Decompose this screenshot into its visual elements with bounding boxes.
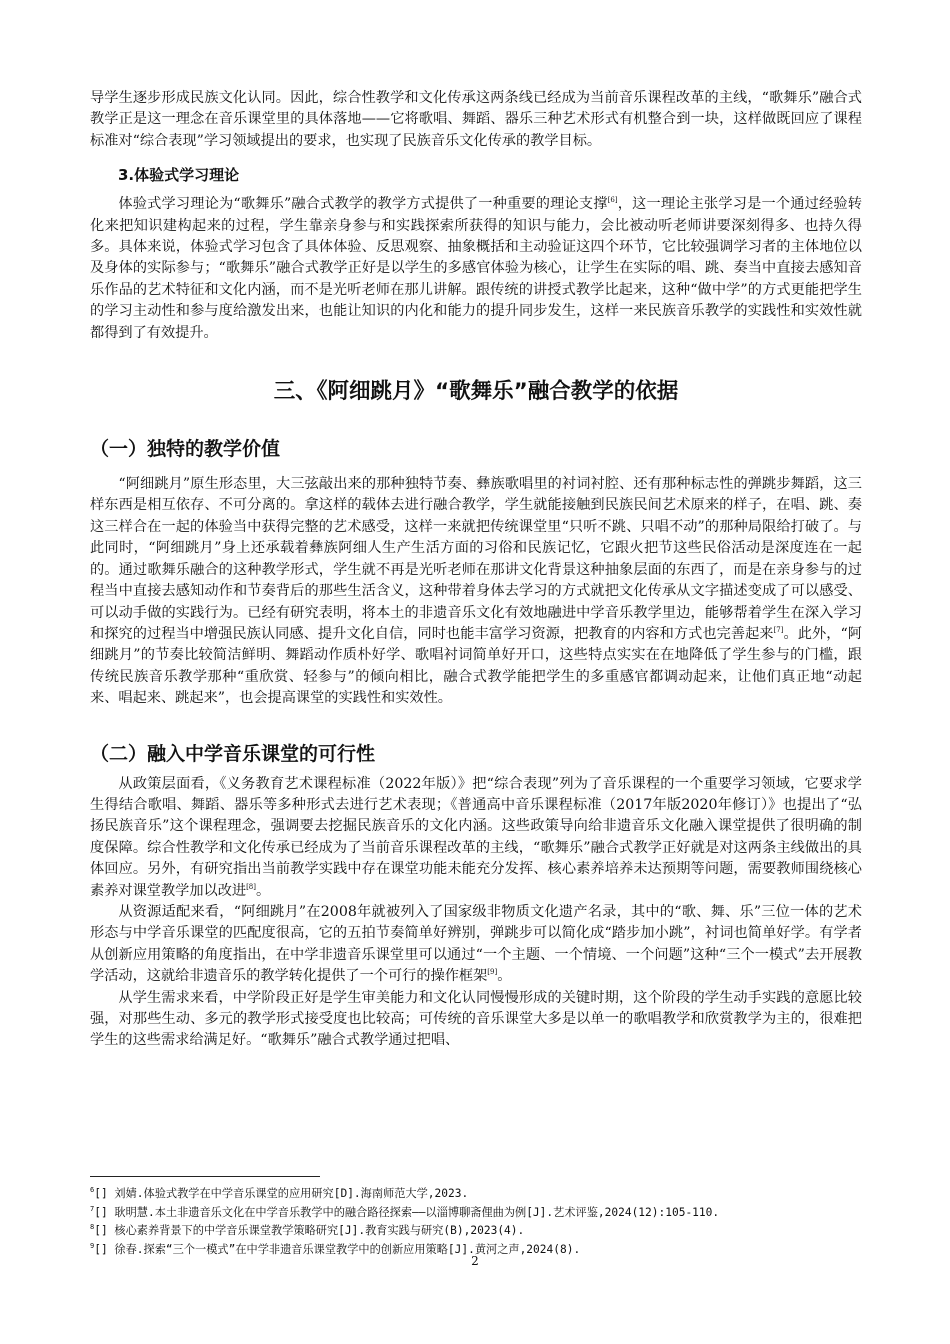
footnote-text: [] 刘婧.体验式教学在中学音乐课堂的应用研究[D].海南师范大学,2023. xyxy=(94,1187,469,1200)
section-heading-experiential: 3.体验式学习理论 xyxy=(118,166,240,185)
paragraph-text: “阿细跳月”原生形态里，大三弦敲出来的那种独特节奏、彝族歌唱里的衬词衬腔、还有那种标志性的弹跳步舞蹈，这三样东西是相互依存、不可分离的。拿这样的载体去进行融合教学，学生就能接触到民族民间艺术原来的样子，在唱、跳、奏这三样合在一起的体验当中获得完整的艺术感受，这样一来就把传统课堂里“只听不跳、只唱不动”的那种局限给打破了。与此同时，“阿细跳月”身上还承载着彝族阿细人生产生活方面的习俗和民族记忆，它跟火把节这些民俗活动是深度连在一起的。通过歌舞乐融合的这种教学形式，学生就不再是光听老师在那讲文化背景这种抽象层面的东西了，而是在亲身参与的过程当中直接去感知动作和节奏背后的那些生活含义，这种带着身体去学习的方式就把文化传承从文字描述变成了可以感受、可以动手做的实践行为。已经有研究表明，将本土的非遗音乐文化有效地融进中学音乐教学里边，能够帮着学生在深入学习和探究的过程当中增强民族认同感、提升文化自信，同时也能丰富学习资源，把教育的内容和方式也完善起来 xyxy=(90,476,862,642)
paragraph-text: 从资源适配来看，“阿细跳月”在2008年就被列入了国家级非物质文化遗产名录，其中的“歌、舞、乐”三位一体的艺术形态与中学音乐课堂的匹配度很高，它的五拍节奏简单好辨别，弹跳步可以简化成“踏步加小跳”，衬词也简单好学。有学者从创新应用策略的角度指出，在中学非遗音乐课堂里可以通过“一个主题、一个情境、一个问题”这种“三个一模式”去开展教学活动，这就给非遗音乐的教学转化提供了一个可行的操作框架 xyxy=(90,903,862,985)
footnote-item xyxy=(90,1204,862,1223)
intro-paragraph: 导学生逐步形成民族文化认同。因此，综合性教学和文化传承这两条线已经成为当前音乐课程改革的主线，“歌舞乐”融合式教学正是这一理念在音乐课堂里的具体落地——它将歌唱、舞蹈、器乐三种艺术形式有机整合到一块，这样做既回应了课程标准对“综合表现”学习领域提出的要求，也实现了民族音乐文化传承的教学目标。 xyxy=(90,90,862,149)
feasibility-paragraph-resources xyxy=(90,902,862,988)
footnote-item xyxy=(90,1185,862,1204)
value-paragraph xyxy=(90,474,862,709)
citation-ref[interactable]: [9] xyxy=(487,968,498,977)
footnote-number: 8 xyxy=(90,1223,95,1231)
citation-ref[interactable]: [6] xyxy=(607,196,618,205)
footnote-item xyxy=(90,1222,862,1241)
page-body xyxy=(90,88,862,1052)
page-number: 2 xyxy=(471,1254,479,1268)
experiential-paragraph xyxy=(90,194,862,344)
paragraph-text: 。 xyxy=(497,968,512,985)
chapter-heading: 三、《阿细跳月》“歌舞乐”融合教学的依据 xyxy=(273,379,679,405)
citation-ref[interactable]: [8] xyxy=(246,882,256,891)
section-heading-value: （一）独特的教学价值 xyxy=(90,438,281,461)
footnotes xyxy=(90,1176,862,1259)
paragraph-text: 。此外，“阿细跳月”的节奏比较简洁鲜明、舞蹈动作质朴好学、歌唱衬词简单好开口，这些特点实实在在地降低了学生参与的门槛，跟传统民族音乐教学那种“重欣赏、轻参与”的倾向相比，融合式教学能把学生的多重感官都调动起来，让他们真正地“动起来、唱起来、跳起来”，也会提高课堂的实践性和实效性。 xyxy=(90,625,862,707)
footnote-number: 6 xyxy=(90,1186,95,1194)
footnote-separator xyxy=(90,1176,320,1177)
footnote-text: [] 核心素养背景下的中学音乐课堂教学策略研究[J].教育实践与研究(B),2023(4). xyxy=(94,1224,525,1237)
paragraph-text: 。 xyxy=(256,882,271,899)
feasibility-paragraph-students: 从学生需求来看，中学阶段正好是学生审美能力和文化认同慢慢形成的关键时期，这个阶段的学生动手实践的意愿比较强，对那些生动、多元的教学形式接受度也比较高；可传统的音乐课堂大多是以单一的歌唱教学和欣赏教学为主的，很难把学生的这些需求给满足好。“歌舞乐”融合式教学通过把唱、 xyxy=(90,989,862,1049)
feasibility-paragraph-policy xyxy=(90,774,862,902)
paragraph-text: ，这一理论主张学习是一个通过经验转化来把知识建构起来的过程，学生靠亲身参与和实践探索所获得的知识与能力，会比被动听老师讲要深刻得多、也持久得多。具体来说，体验式学习包含了具体体验、反思观察、抽象概括和主动验证这四个环节，它比较强调学习者的主体地位以及身体的实际参与；“歌舞乐”融合式教学正好是以学生的多感官体验为核心，让学生在实际的唱、跳、奏当中直接去感知音乐作品的艺术特征和文化内涵，而不是光听老师在那儿讲解。跟传统的讲授式教学比起来，这种“做中学”的方式更能把学生的学习主动性和参与度给激发出来，也能让知识的内化和能力的提升同步发生，这样一来民族音乐教学的实践性和实效性就都得到了有效提升。 xyxy=(90,196,862,341)
paragraph-text: 从政策层面看，《义务教育艺术课程标准（2022年版）》把“综合表现”列为了音乐课程的一个重要学习领域，它要求学生得结合歌唱、舞蹈、器乐等多种形式去进行艺术表现；《普通高中音乐课程标准（2017年版2020年修订）》也提出了“弘扬民族音乐”这个课程理念，强调要去挖掘民族音乐的文化内涵。这些政策导向给非遗音乐文化融入课堂提供了很明确的制度保障。综合性教学和文化传承已经成为了当前音乐课程改革的主线，“歌舞乐”融合式教学正好就是对这两条主线做出的具体回应。另外，有研究指出当前教学实践中存在课堂功能未能充分发挥、核心素养培养未达预期等问题，需要教师围绕核心素养对课堂教学加以改进 xyxy=(90,775,862,899)
citation-ref[interactable]: [7] xyxy=(773,625,784,634)
section-heading-feasibility: （二）融入中学音乐课堂的可行性 xyxy=(90,742,376,765)
footnote-number: 9 xyxy=(90,1241,95,1250)
footnote-text: [] 耿明慧.本土非遗音乐文化在中学音乐教学中的融合路径探索——以淄博聊斋俚曲为例[J].艺术评鉴,2024(12):105-110. xyxy=(94,1205,720,1219)
footnote-number: 7 xyxy=(90,1204,95,1213)
footnote-text: [] 徐春.探索“三个一模式”在中学非遗音乐课堂教学中的创新应用策略[J].黄河之声,2024(8). xyxy=(94,1242,581,1256)
paragraph-text: 体验式学习理论为“歌舞乐”融合式教学的教学方式提供了一种重要的理论支撑 xyxy=(118,196,608,213)
